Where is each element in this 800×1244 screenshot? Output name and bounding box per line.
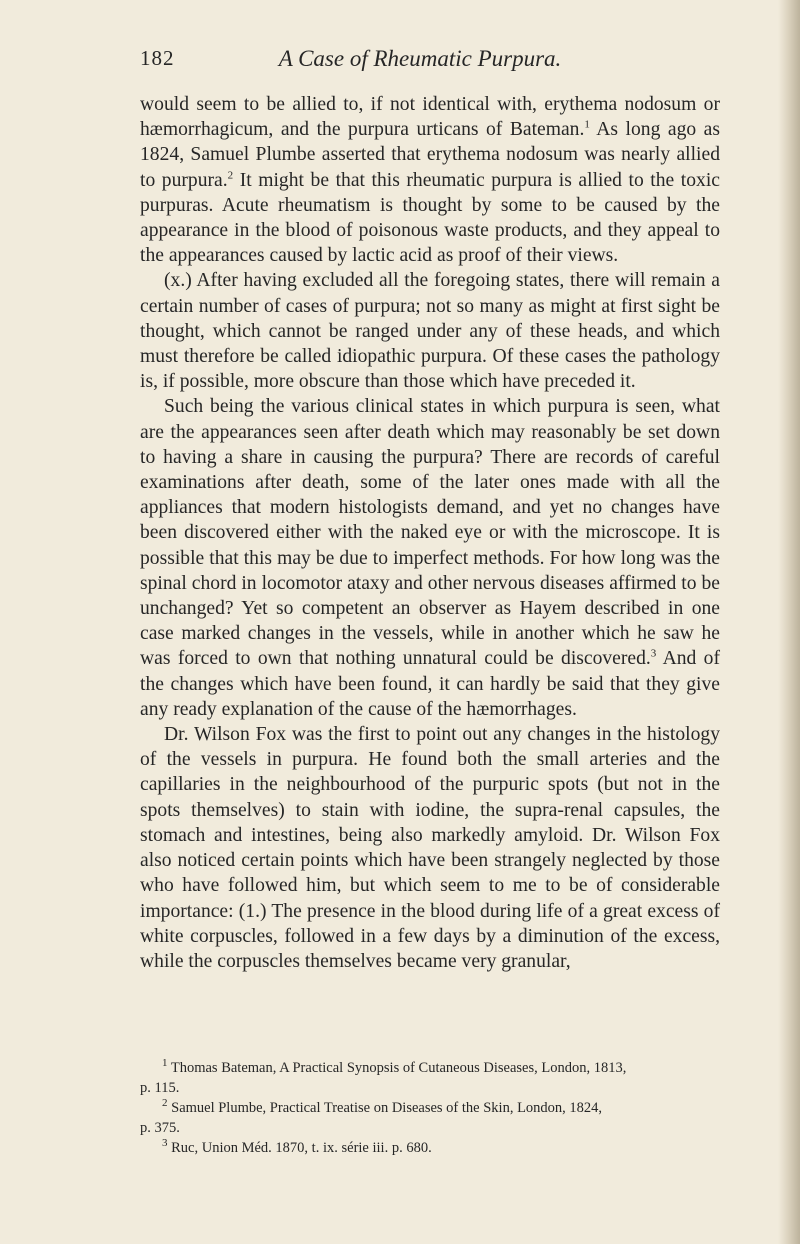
footnote	[140, 1058, 720, 1078]
running-title: A Case of Rheumatic Purpura.	[278, 46, 562, 71]
footnote-marker: 1	[162, 1057, 168, 1070]
footnote-ref: 1	[584, 118, 590, 131]
page-header	[140, 46, 700, 80]
footnote-continuation: p. 375.	[140, 1120, 180, 1136]
paragraph-text: And of the changes which have been found, it can hardly be said that they give any ready explanation of the cause of the hæmorrhages.	[140, 648, 721, 720]
paragraph-text: As long ago as 1824, Samuel Plumbe asserted that erythema nodosum was nearly allied to purpura.	[140, 119, 720, 191]
paragraph	[140, 268, 720, 394]
footnote-ref: 3	[650, 647, 657, 660]
footnote-text: Ruc, Union Méd. 1870, t. ix. série iii. p. 680.	[167, 1140, 432, 1156]
paragraph-text: It might be that this rheumatic purpura is allied to the toxic purpuras. Acute rheumatism is thought by some to be caused by the appearance in the blood of poisonous waste products, and they appeal to the appearances caused by lactic acid as proof of their views.	[140, 169, 720, 267]
paragraph-text: Dr. Wilson Fox was the first to point out any changes in the histology of the vessels in purpura. He found both the small arteries and the capillaries in the neighbourhood of the purpuric spots (but not in the spots themselves) to stain with iodine, the supra-renal capsules, the stomach and intestines, being also markedly amyloid. Dr. Wilson Fox also noticed certain points which have been strangely neglected by those who have followed him, but which seem to me to be of considerable importance: (1.) The presence in the blood during life of a great excess of white corpuscles, followed in a few days by a diminution of the excess, while the corpuscles themselves became very granular,	[140, 724, 720, 972]
body-text	[140, 92, 720, 974]
paragraph-text: (x.) After having excluded all the foregoing states, there will remain a certain number of cases of purpura; not so many as might at first sight be thought, which cannot be ranged under any of these heads, and which must therefore be called idiopathic purpura. Of these cases the pathology is, if possible, more obscure than those which have preceded it.	[140, 270, 720, 393]
paragraph-text: Such being the various clinical states in which purpura is seen, what are the appearances seen after death which may reasonably be set down to having a share in causing the purpura? There are records of careful examinations after death, some of the later ones made with all the appliances that modern histologists demand, and yet no changes have been discovered either with the naked eye or with the microscope. It is possible that this may be due to imperfect methods. For how long was the spinal chord in locomotor ataxy and other nervous diseases affirmed to be unchanged? Yet so competent an observer as Hayem described in one case marked changes in the vessels, while in another which he saw he was forced to own that nothing unnatural could be discovered.	[140, 396, 720, 670]
paragraph	[140, 394, 720, 722]
footnote	[140, 1138, 720, 1158]
paragraph	[140, 722, 720, 974]
paragraph	[140, 92, 720, 268]
footnote	[140, 1098, 720, 1118]
page-number: 182	[140, 46, 175, 70]
footnote-marker: 2	[162, 1097, 168, 1110]
footnote-text: Samuel Plumbe, Practical Treatise on Diseases of the Skin, London, 1824,	[167, 1100, 603, 1116]
page-edge	[778, 0, 800, 1244]
footnote-continuation: p. 115.	[140, 1080, 180, 1096]
paragraph-text: would seem to be allied to, if not identical with, erythema nodosum or hæmorrhagicum, and the purpura urticans of Bateman.	[140, 94, 720, 141]
footnotes	[140, 1058, 720, 1158]
footnote-text: Thomas Bateman, A Practical Synopsis of Cutaneous Diseases, London, 1813,	[167, 1060, 627, 1076]
footnote-ref: 2	[227, 169, 234, 182]
footnote-marker: 3	[162, 1137, 168, 1150]
